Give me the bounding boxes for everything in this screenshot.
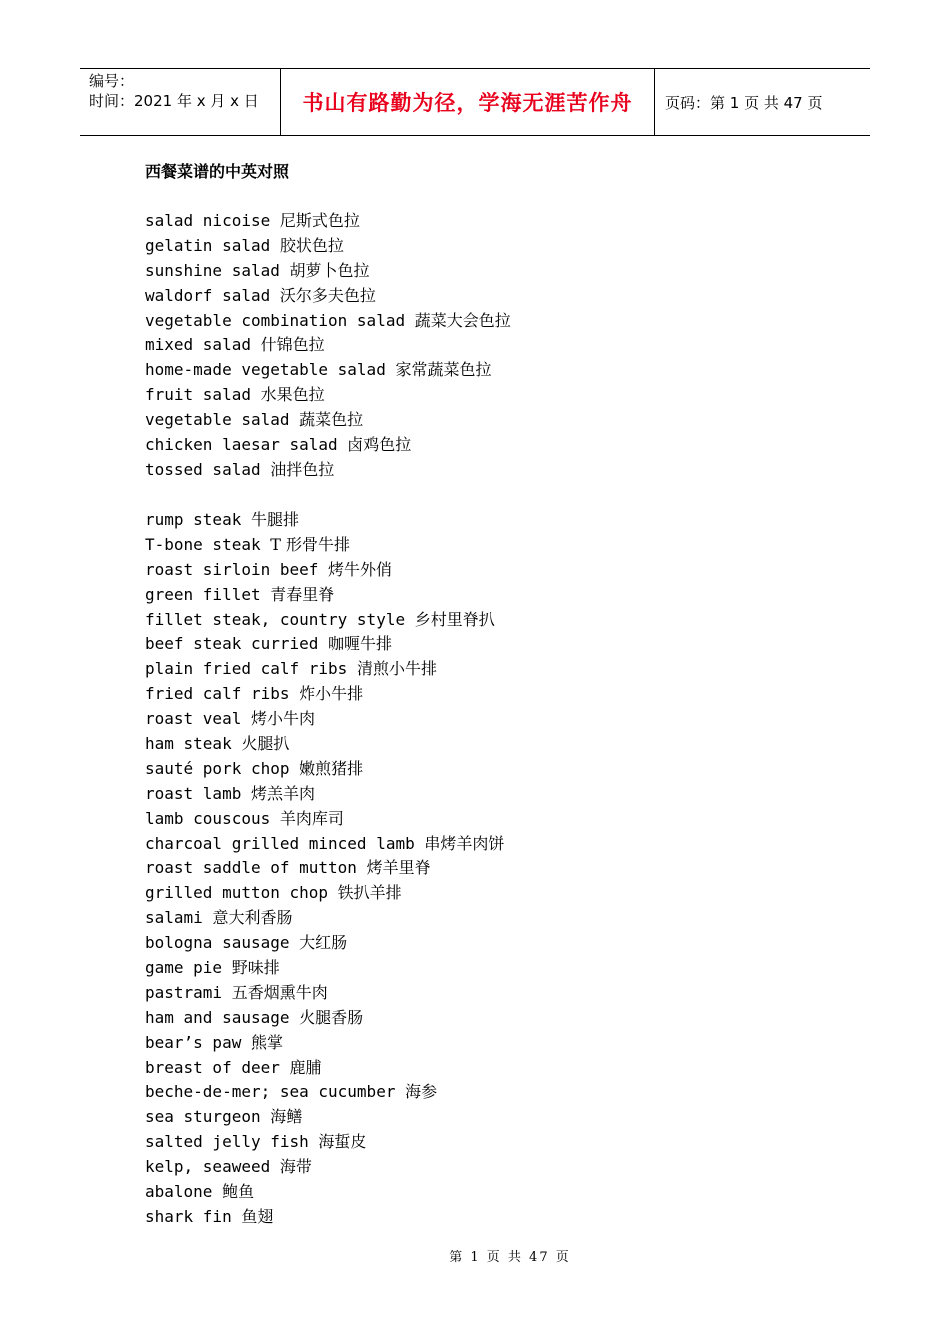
menu-entry-chinese: 烤牛外俏 xyxy=(328,559,393,579)
menu-entry-chinese: 嫩煎猪排 xyxy=(299,758,364,778)
menu-entry xyxy=(145,906,504,931)
meat-list xyxy=(145,508,504,1230)
header-motto: 书山有路勤为径，学海无涯苦作舟 xyxy=(281,69,655,135)
menu-entry-english: pastrami xyxy=(145,982,223,1002)
menu-entry-english: salami xyxy=(145,908,203,928)
menu-entry-english: breast of deer xyxy=(145,1057,280,1077)
menu-entry-english: fruit salad xyxy=(145,385,251,405)
menu-entry xyxy=(145,1080,504,1105)
menu-entry xyxy=(145,782,504,807)
menu-entry xyxy=(145,358,511,383)
menu-entry-english: vegetable salad xyxy=(145,410,290,430)
menu-entry-chinese: 火腿扒 xyxy=(241,734,290,754)
menu-entry-chinese: 家常蔬菜色拉 xyxy=(395,360,492,380)
menu-entry-chinese: 火腿香肠 xyxy=(299,1007,364,1027)
menu-entry-chinese: 五香烟熏牛肉 xyxy=(231,982,328,1002)
menu-entry-english: ham steak xyxy=(145,734,232,754)
menu-entry-english: abalone xyxy=(145,1182,213,1202)
menu-entry-chinese: 清煎小牛排 xyxy=(356,659,437,679)
page-footer: 第 1 页 共 47 页 xyxy=(449,1250,571,1265)
menu-entry xyxy=(145,583,504,608)
menu-entry xyxy=(145,259,511,284)
menu-entry-chinese: 烤羊里脊 xyxy=(366,858,431,878)
menu-entry-chinese: 烤羔羊肉 xyxy=(250,783,315,803)
menu-entry-chinese: 熊掌 xyxy=(250,1032,283,1052)
menu-entry-chinese: 青春里脊 xyxy=(270,584,335,604)
menu-entry-english: charcoal grilled minced lamb xyxy=(145,833,415,853)
menu-entry xyxy=(145,433,511,458)
menu-entry xyxy=(145,558,504,583)
menu-entry-chinese: 什锦色拉 xyxy=(260,335,325,355)
menu-entry-english: salad nicoise xyxy=(145,211,271,230)
menu-entry-english: fried calf ribs xyxy=(145,684,290,704)
menu-entry-english: mixed salad xyxy=(145,335,251,355)
menu-entry-chinese: 牛腿排 xyxy=(250,510,299,529)
header-meta-cell xyxy=(80,69,281,135)
menu-entry xyxy=(145,1205,504,1230)
menu-entry-chinese: 蔬菜色拉 xyxy=(299,410,364,430)
menu-entry-chinese: 乡村里脊扒 xyxy=(414,609,495,629)
menu-entry-english: bologna sausage xyxy=(145,933,290,953)
menu-entry-chinese: 水果色拉 xyxy=(260,385,325,405)
menu-entry-english: salted jelly fish xyxy=(145,1132,309,1152)
menu-entry xyxy=(145,1180,504,1205)
menu-entry-english: home-made vegetable salad xyxy=(145,360,386,380)
menu-entry-chinese: 卤鸡色拉 xyxy=(347,435,412,455)
menu-entry-chinese: 意大利香肠 xyxy=(212,908,293,928)
menu-entry-english: waldorf salad xyxy=(145,285,271,305)
menu-entry-chinese: 烤小牛肉 xyxy=(250,709,315,729)
menu-entry xyxy=(145,981,504,1006)
menu-entry-english: green fillet xyxy=(145,584,261,604)
menu-entry-chinese: 串烤羊肉饼 xyxy=(424,833,505,853)
menu-entry xyxy=(145,333,511,358)
menu-entry-english: bear’s paw xyxy=(145,1032,242,1052)
menu-entry xyxy=(145,1056,504,1081)
menu-entry-english: gelatin salad xyxy=(145,235,271,255)
menu-entry-english: grilled mutton chop xyxy=(145,883,329,903)
menu-entry-english: chicken laesar salad xyxy=(145,435,338,455)
menu-entry xyxy=(145,1155,504,1180)
menu-entry-chinese: 炸小牛排 xyxy=(299,684,364,704)
menu-entry-english: vegetable combination salad xyxy=(145,310,406,330)
menu-entry-chinese: 野味排 xyxy=(231,958,280,978)
menu-entry xyxy=(145,533,504,558)
menu-entry xyxy=(145,408,511,433)
menu-entry-chinese: 尼斯式色拉 xyxy=(279,211,360,230)
menu-entry-english: sea sturgeon xyxy=(145,1107,261,1127)
menu-entry xyxy=(145,657,504,682)
menu-entry xyxy=(145,209,511,234)
menu-entry-chinese: 大红肠 xyxy=(299,933,348,953)
menu-entry-chinese: 羊肉库司 xyxy=(279,808,344,828)
menu-entry-chinese: 鱼翅 xyxy=(241,1206,274,1226)
menu-entry-english: roast veal xyxy=(145,709,242,729)
menu-entry-chinese: 鹿脯 xyxy=(289,1057,322,1077)
menu-entry-english: ham and sausage xyxy=(145,1007,290,1027)
menu-entry xyxy=(145,383,511,408)
menu-entry xyxy=(145,757,504,782)
menu-entry-chinese: 沃尔多夫色拉 xyxy=(279,285,376,305)
menu-entry xyxy=(145,1006,504,1031)
menu-entry-english: sauté pork chop xyxy=(145,758,290,778)
menu-entry xyxy=(145,931,504,956)
menu-entry-english: fillet steak, country style xyxy=(145,609,406,629)
document-title: 西餐菜谱的中英对照 xyxy=(145,162,290,181)
document-date-label: 时间：2021 年 x 月 x 日 xyxy=(89,92,259,110)
menu-entry-chinese: 海鳝 xyxy=(270,1107,303,1127)
page-header xyxy=(80,68,870,136)
menu-entry xyxy=(145,956,504,981)
menu-entry-english: rump steak xyxy=(145,510,242,529)
menu-entry xyxy=(145,234,511,259)
menu-entry xyxy=(145,1130,504,1155)
menu-entry xyxy=(145,682,504,707)
menu-entry-chinese: 蔬菜大会色拉 xyxy=(414,310,511,330)
salad-list xyxy=(145,209,511,483)
menu-entry-english: sunshine salad xyxy=(145,260,280,280)
menu-entry xyxy=(145,881,504,906)
menu-entry xyxy=(145,707,504,732)
menu-entry-chinese: 咖喱牛排 xyxy=(328,634,393,654)
menu-entry-english: game pie xyxy=(145,958,223,978)
menu-entry-english: roast lamb xyxy=(145,783,242,803)
menu-entry-chinese: T 形骨牛排 xyxy=(270,534,350,554)
menu-entry xyxy=(145,856,504,881)
menu-entry-english: beche-de-mer; sea cucumber xyxy=(145,1082,396,1102)
menu-entry xyxy=(145,309,511,334)
menu-entry-english: beef steak curried xyxy=(145,634,319,654)
menu-entry xyxy=(145,508,504,533)
menu-entry xyxy=(145,1105,504,1130)
menu-entry-chinese: 胡萝卜色拉 xyxy=(289,260,370,280)
menu-entry xyxy=(145,732,504,757)
menu-entry-chinese: 鲍鱼 xyxy=(222,1182,255,1202)
header-page-info: 页码：第 1 页 共 47 页 xyxy=(665,93,823,112)
menu-entry xyxy=(145,807,504,832)
menu-entry-chinese: 胶状色拉 xyxy=(279,235,344,255)
menu-entry xyxy=(145,608,504,633)
menu-entry xyxy=(145,458,511,483)
menu-entry-chinese: 海带 xyxy=(279,1157,312,1177)
menu-entry-chinese: 海参 xyxy=(405,1082,438,1102)
menu-entry-english: T-bone steak xyxy=(145,534,261,554)
menu-entry-english: lamb couscous xyxy=(145,808,271,828)
menu-entry-chinese: 油拌色拉 xyxy=(270,459,335,479)
document-number-label: 编号： xyxy=(89,72,135,90)
menu-entry-chinese: 铁扒羊排 xyxy=(337,883,402,903)
menu-entry xyxy=(145,632,504,657)
menu-entry xyxy=(145,1031,504,1056)
menu-entry-chinese: 海蜇皮 xyxy=(318,1132,367,1152)
menu-entry-english: shark fin xyxy=(145,1206,232,1226)
menu-entry-english: roast sirloin beef xyxy=(145,559,319,579)
menu-entry xyxy=(145,284,511,309)
menu-entry xyxy=(145,832,504,857)
menu-entry-english: kelp, seaweed xyxy=(145,1157,271,1177)
menu-entry-english: tossed salad xyxy=(145,459,261,479)
menu-entry-english: plain fried calf ribs xyxy=(145,659,348,679)
menu-entry-english: roast saddle of mutton xyxy=(145,858,357,878)
